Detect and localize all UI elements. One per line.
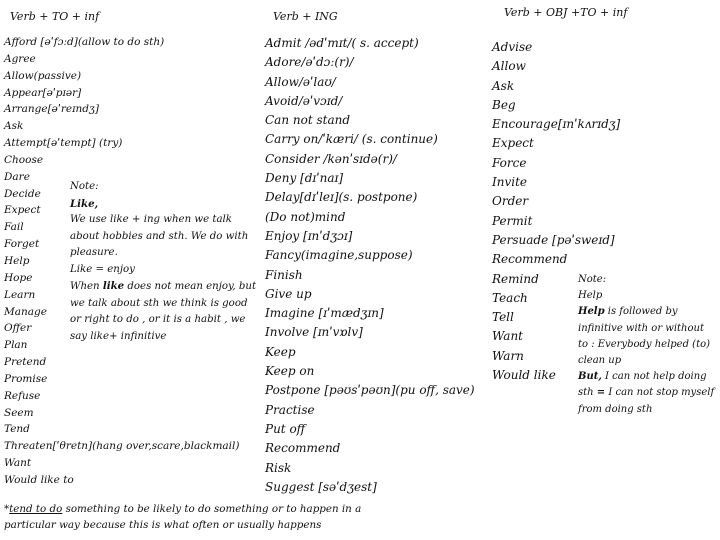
verb-item: Permit <box>492 213 533 228</box>
verb-item: Arrange[əˈreɪndʒ] <box>4 103 99 116</box>
verb-item: Put off <box>265 421 306 436</box>
verb-item: Appear[əˈpɪər] <box>4 86 82 99</box>
note-line: about hobbies and sth. We do with <box>70 230 249 242</box>
verb-item: Threaten[ˈθretn](hang over,scare,blackmail) <box>4 440 240 453</box>
verb-item: Afford [əˈfɔːd](allow to do sth) <box>4 36 165 48</box>
verb-item: Expect <box>4 204 41 217</box>
note-bold-word: But, <box>578 371 602 383</box>
verb-item: Encourage[ɪnˈkʌrɪdʒ] <box>492 117 621 132</box>
verb-item: Delay[dɪˈleɪ](s. postpone) <box>265 190 418 205</box>
verb-item: Would like to <box>4 473 74 486</box>
verb-item: Help <box>4 254 30 267</box>
verb-item: Beg <box>492 97 516 112</box>
verb-item: Suggest [səˈdʒest] <box>265 479 377 494</box>
like-heading: Like, <box>70 197 99 210</box>
verb-item: Warn <box>492 348 524 363</box>
verb-item: Would like <box>492 368 556 383</box>
verb-item: Invite <box>492 175 528 190</box>
help-note <box>578 272 714 418</box>
verb-item: Recommend <box>265 441 341 456</box>
verb-item: Manage <box>4 305 47 318</box>
verb-item: Allow <box>492 59 526 74</box>
verb-item: Consider /kənˈsɪdə(r)/ <box>265 151 397 166</box>
note-bold-word: like <box>102 280 125 292</box>
verb-item: Agree <box>4 52 36 65</box>
note-line: from doing sth <box>578 403 653 415</box>
note-line: We use like + ing when we talk <box>70 214 232 225</box>
verb-item: Choose <box>4 153 44 166</box>
tend-to-footnote <box>4 501 361 533</box>
verb-item: Promise <box>4 372 48 385</box>
verb-item: Finish <box>265 267 303 282</box>
verb-item: Attempt[əˈtempt] (try) <box>4 137 123 150</box>
footnote-text: something to be likely to do something or to happen in a <box>62 503 362 515</box>
verb-item: Dare <box>4 170 30 183</box>
note-text: is followed by <box>604 306 678 318</box>
header-verb-ing: Verb + ING <box>273 10 338 23</box>
note-line: Help <box>578 290 603 302</box>
note-line <box>578 304 714 320</box>
verb-item: (Do not)mind <box>265 209 346 224</box>
verb-item: Give up <box>265 286 312 301</box>
verb-item: Avoid/əˈvɔɪd/ <box>265 93 343 108</box>
note-text: does not mean enjoy, but <box>124 281 257 292</box>
verb-item: Persuade [pəˈsweɪd] <box>492 232 615 247</box>
verb-item: Want <box>492 329 523 344</box>
note-text: I can not help doing <box>601 371 707 383</box>
note-line: pleasure. <box>70 247 118 258</box>
footnote-line: particular way because this is what often or usually happens <box>4 519 322 531</box>
note-bold-word: = <box>596 387 606 399</box>
note-title: Note: <box>578 274 607 285</box>
verb-item: Allow(passive) <box>4 69 82 82</box>
verb-item: Ask <box>492 78 515 93</box>
footnote-line <box>4 501 361 517</box>
verb-item: Offer <box>4 322 32 335</box>
verb-item: Teach <box>492 290 528 305</box>
verb-item: Pretend <box>4 356 47 369</box>
verb-item: Order <box>492 194 529 209</box>
verb-item: Learn <box>4 288 36 301</box>
verb-item: Fancy(imagine,suppose) <box>265 248 413 263</box>
verb-item: Enjoy [ɪnˈdʒɔɪ] <box>265 228 353 243</box>
verb-item: Refuse <box>4 389 41 402</box>
note-line <box>578 385 714 401</box>
verb-item: Postpone [pəʊsˈpəʊn](pu off, save) <box>265 383 475 398</box>
verb-item: Allow/əˈlaʊ/ <box>265 74 336 89</box>
verb-item: Advise <box>492 40 533 54</box>
header-verb-obj-to-inf: Verb + OBJ +TO + inf <box>504 6 628 19</box>
verb-item: Deny [dɪˈnaɪ] <box>265 171 344 186</box>
verb-item: Decide <box>4 187 41 200</box>
verb-item: Forget <box>4 238 40 251</box>
note-text: I can not stop myself <box>605 387 715 399</box>
note-line: say like+ infinitive <box>70 330 167 342</box>
footnote-term: tend to do <box>9 503 63 515</box>
verb-item: Force <box>492 155 527 170</box>
verb-item: Carry on/ˈkæri/ (s. continue) <box>265 132 438 147</box>
note-line: or right to do , or it is a habit , we <box>70 314 246 325</box>
verb-item: Adore/əˈdɔː(r)/ <box>265 55 354 70</box>
note-line: clean up <box>578 355 622 367</box>
verb-item: Recommend <box>492 252 568 267</box>
verb-item: Hope <box>4 271 33 284</box>
verb-item: Practise <box>265 402 315 417</box>
verb-item: Involve [ɪnˈvɒlv] <box>265 325 363 340</box>
verb-item: Can not stand <box>265 113 351 128</box>
footnote-star: * <box>4 503 10 515</box>
note-line: Like = enjoy <box>70 263 135 275</box>
note-line: infinitive with or without <box>578 322 704 334</box>
note-line <box>70 278 256 296</box>
note-bold-word: Help <box>578 306 605 318</box>
verb-item: Admit /ədˈmɪt/( s. accept) <box>265 36 419 50</box>
verb-item: Risk <box>265 460 292 475</box>
note-line <box>578 369 714 385</box>
note-text: When <box>70 281 103 292</box>
verb-item: Keep on <box>265 364 315 379</box>
verb-item: Seem <box>4 406 34 419</box>
verb-item: Expect <box>492 136 534 151</box>
verb-item: Remind <box>492 271 539 286</box>
verb-item: Fail <box>4 221 24 234</box>
verb-item: Plan <box>4 339 28 352</box>
header-verb-to-inf: Verb + TO + inf <box>10 10 100 23</box>
note-line: to : Everybody helped (to) <box>578 338 711 350</box>
note-text: sth <box>578 387 597 399</box>
verb-item: Keep <box>265 344 296 359</box>
note-line: we talk about sth we think is good <box>70 297 248 309</box>
verb-item: Tell <box>492 310 514 325</box>
verb-item: Ask <box>4 120 24 133</box>
verb-item: Imagine [ɪˈmædʒɪn] <box>265 306 384 321</box>
note-title: Note: <box>70 181 99 192</box>
like-note <box>70 179 256 345</box>
verb-item: Want <box>4 457 32 470</box>
verb-ing-list <box>265 34 475 497</box>
verb-item: Tend <box>4 423 30 436</box>
